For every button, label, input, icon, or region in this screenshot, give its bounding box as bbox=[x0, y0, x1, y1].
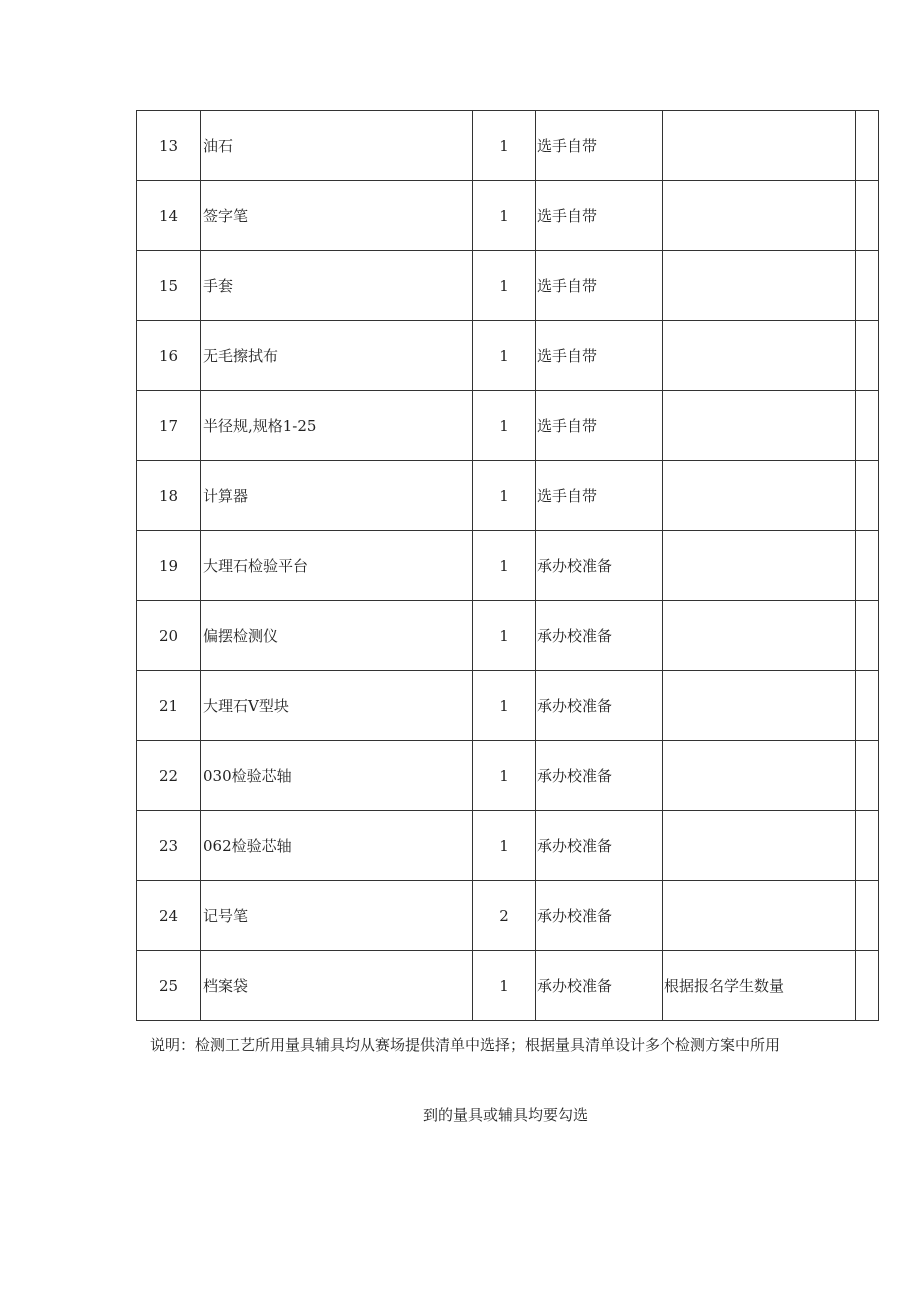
source-cell: 承办校准备 bbox=[536, 531, 663, 601]
extra-cell bbox=[856, 391, 879, 461]
item-name-cell: 半径规,规格1-25 bbox=[201, 391, 473, 461]
quantity-cell: 2 bbox=[473, 881, 536, 951]
quantity-cell: 1 bbox=[473, 461, 536, 531]
extra-cell bbox=[856, 461, 879, 531]
extra-cell bbox=[856, 111, 879, 181]
note-cell bbox=[663, 461, 856, 531]
quantity-cell: 1 bbox=[473, 671, 536, 741]
note-cell bbox=[663, 391, 856, 461]
note-cell bbox=[663, 111, 856, 181]
table-row bbox=[137, 391, 879, 461]
footnote-line-1: 说明：检测工艺所用量具辅具均从赛场提供清单中选择；根据量具清单设计多个检测方案中所用 bbox=[150, 1036, 781, 1054]
quantity-cell: 1 bbox=[473, 601, 536, 671]
item-name-cell: 档案袋 bbox=[201, 951, 473, 1021]
table-row bbox=[137, 321, 879, 391]
source-cell: 承办校准备 bbox=[536, 601, 663, 671]
source-cell: 承办校准备 bbox=[536, 951, 663, 1021]
extra-cell bbox=[856, 671, 879, 741]
item-name-cell: 记号笔 bbox=[201, 881, 473, 951]
note-cell bbox=[663, 881, 856, 951]
item-name-cell: 062检验芯轴 bbox=[201, 811, 473, 881]
row-index-cell: 20 bbox=[137, 601, 201, 671]
quantity-cell: 1 bbox=[473, 251, 536, 321]
note-cell bbox=[663, 811, 856, 881]
table-row bbox=[137, 881, 879, 951]
table-row bbox=[137, 111, 879, 181]
note-cell bbox=[663, 741, 856, 811]
table-row bbox=[137, 531, 879, 601]
note-cell bbox=[663, 251, 856, 321]
quantity-cell: 1 bbox=[473, 811, 536, 881]
table-row bbox=[137, 461, 879, 531]
quantity-cell: 1 bbox=[473, 741, 536, 811]
item-name-cell: 手套 bbox=[201, 251, 473, 321]
row-index-cell: 14 bbox=[137, 181, 201, 251]
source-cell: 承办校准备 bbox=[536, 671, 663, 741]
note-cell bbox=[663, 321, 856, 391]
item-name-cell: 大理石检验平台 bbox=[201, 531, 473, 601]
row-index-cell: 24 bbox=[137, 881, 201, 951]
row-index-cell: 21 bbox=[137, 671, 201, 741]
source-cell: 选手自带 bbox=[536, 181, 663, 251]
quantity-cell: 1 bbox=[473, 391, 536, 461]
row-index-cell: 23 bbox=[137, 811, 201, 881]
extra-cell bbox=[856, 531, 879, 601]
item-name-cell: 签字笔 bbox=[201, 181, 473, 251]
extra-cell bbox=[856, 181, 879, 251]
item-name-cell: 无毛擦拭布 bbox=[201, 321, 473, 391]
item-name-cell: 油石 bbox=[201, 111, 473, 181]
source-cell: 承办校准备 bbox=[536, 741, 663, 811]
row-index-cell: 25 bbox=[137, 951, 201, 1021]
note-cell: 根据报名学生数量 bbox=[663, 951, 856, 1021]
row-index-cell: 22 bbox=[137, 741, 201, 811]
row-index-cell: 18 bbox=[137, 461, 201, 531]
source-cell: 选手自带 bbox=[536, 111, 663, 181]
note-cell bbox=[663, 531, 856, 601]
footnote-line-2: 到的量具或辅具均要勾选 bbox=[423, 1106, 589, 1124]
item-name-cell: 计算器 bbox=[201, 461, 473, 531]
row-index-cell: 13 bbox=[137, 111, 201, 181]
row-index-cell: 17 bbox=[137, 391, 201, 461]
table-row bbox=[137, 601, 879, 671]
source-cell: 选手自带 bbox=[536, 391, 663, 461]
note-cell bbox=[663, 671, 856, 741]
source-cell: 承办校准备 bbox=[536, 881, 663, 951]
extra-cell bbox=[856, 321, 879, 391]
item-name-cell: 大理石V型块 bbox=[201, 671, 473, 741]
table-row bbox=[137, 811, 879, 881]
note-cell bbox=[663, 601, 856, 671]
row-index-cell: 19 bbox=[137, 531, 201, 601]
extra-cell bbox=[856, 601, 879, 671]
tool-list-table bbox=[136, 110, 879, 1021]
quantity-cell: 1 bbox=[473, 531, 536, 601]
source-cell: 选手自带 bbox=[536, 321, 663, 391]
row-index-cell: 15 bbox=[137, 251, 201, 321]
quantity-cell: 1 bbox=[473, 111, 536, 181]
note-cell bbox=[663, 181, 856, 251]
extra-cell bbox=[856, 881, 879, 951]
tool-list-body bbox=[137, 111, 879, 1021]
table-row bbox=[137, 741, 879, 811]
quantity-cell: 1 bbox=[473, 181, 536, 251]
source-cell: 选手自带 bbox=[536, 461, 663, 531]
item-name-cell: 030检验芯轴 bbox=[201, 741, 473, 811]
quantity-cell: 1 bbox=[473, 321, 536, 391]
source-cell: 选手自带 bbox=[536, 251, 663, 321]
quantity-cell: 1 bbox=[473, 951, 536, 1021]
table-row bbox=[137, 181, 879, 251]
extra-cell bbox=[856, 251, 879, 321]
row-index-cell: 16 bbox=[137, 321, 201, 391]
table-row bbox=[137, 251, 879, 321]
extra-cell bbox=[856, 741, 879, 811]
table-row bbox=[137, 951, 879, 1021]
table-row bbox=[137, 671, 879, 741]
extra-cell bbox=[856, 811, 879, 881]
source-cell: 承办校准备 bbox=[536, 811, 663, 881]
extra-cell bbox=[856, 951, 879, 1021]
item-name-cell: 偏摆检测仪 bbox=[201, 601, 473, 671]
